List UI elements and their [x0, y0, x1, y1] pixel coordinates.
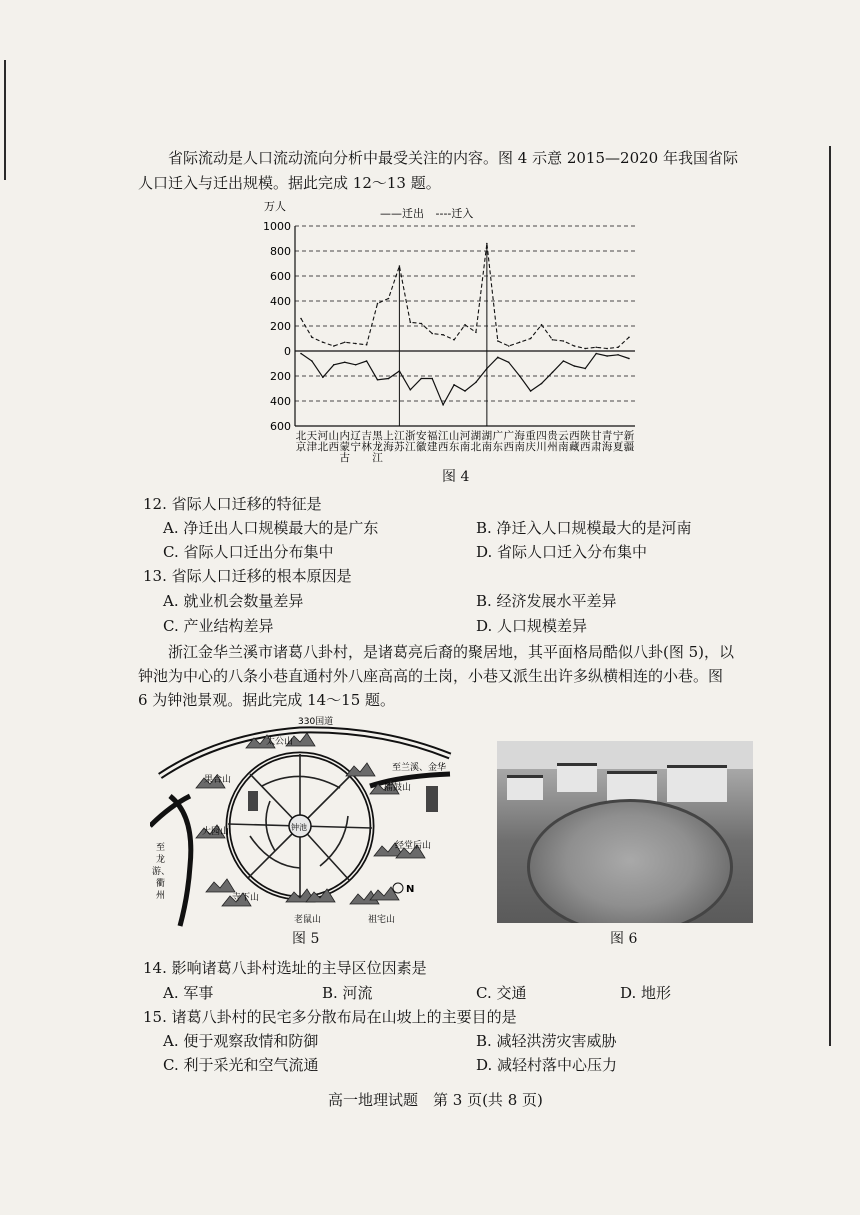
y-tick-label: 400 — [270, 395, 291, 408]
x-category-label: 南 — [558, 441, 569, 453]
x-category-label: 安 — [416, 430, 427, 442]
x-category-label: 海 — [383, 441, 394, 453]
x-category-label: 龙 — [372, 441, 383, 453]
page-footer: 高一地理试题 第 3 页(共 8 页) — [328, 1091, 543, 1109]
figure-5-caption: 图 5 — [292, 931, 320, 947]
q12-option-b[interactable]: B. 净迁入人口规模最大的是河南 — [476, 519, 692, 537]
series-in-point — [431, 333, 433, 335]
photo-pond — [527, 799, 733, 923]
x-category-label: 川 — [536, 441, 547, 453]
hill-laoshu: 老鼠山 — [294, 915, 322, 925]
q13-option-d[interactable]: D. 人口规模差异 — [476, 617, 588, 635]
series-out-point — [464, 390, 466, 392]
series-out-point — [617, 354, 619, 356]
series-in-point — [595, 346, 597, 348]
x-category-label: 贵 — [547, 430, 558, 442]
series-out-point — [497, 356, 499, 358]
q15-option-d[interactable]: D. 减轻村落中心压力 — [476, 1056, 618, 1074]
to-longyou-2: 龙 — [156, 855, 166, 865]
x-category-label: 四 — [536, 430, 547, 442]
x-category-label: 江 — [372, 452, 383, 464]
x-category-label: 古 — [339, 452, 350, 464]
x-category-label: 云 — [558, 430, 569, 442]
x-category-label: 广 — [492, 430, 504, 442]
y-tick-label: 400 — [270, 295, 291, 308]
x-category-label: 江 — [437, 430, 449, 442]
x-category-label: 藏 — [569, 441, 580, 453]
x-category-label: 新 — [623, 430, 635, 442]
x-category-label: 北 — [317, 441, 329, 453]
x-category-label: 徽 — [416, 441, 427, 453]
q14-stem: 14. 影响诸葛八卦村选址的主导区位因素是 — [143, 959, 427, 977]
series-in-line — [301, 244, 629, 349]
intro2-line-2: 钟池为中心的八条小巷直通村外八座高高的土岗，小巷又派生出许多纵横相连的小巷。图 — [138, 667, 724, 685]
x-category-label: 夏 — [612, 441, 624, 453]
q15-option-c[interactable]: C. 利于采光和空气流通 — [163, 1056, 319, 1074]
series-in-point — [552, 339, 554, 341]
to-longyou-4: 衢 — [156, 879, 166, 889]
series-in-point — [420, 323, 422, 325]
x-category-label: 建 — [426, 441, 438, 453]
series-in-point — [606, 348, 608, 350]
series-out-point — [333, 364, 335, 366]
hill-shape-sixia — [206, 879, 235, 892]
village-map — [150, 716, 460, 936]
y-tick-label: 1000 — [263, 220, 291, 233]
series-in-point — [377, 303, 379, 305]
x-category-label: 湖 — [470, 430, 482, 442]
page-fold-line — [829, 146, 831, 1046]
y-tick-label: 800 — [270, 245, 291, 258]
y-tick-label: 200 — [270, 320, 291, 333]
series-out-point — [344, 361, 346, 363]
to-longyou-5: 州 — [156, 891, 166, 901]
q13-stem: 13. 省际人口迁移的根本原因是 — [143, 567, 352, 585]
to-lanxi-label: 至兰溪、金华 — [392, 763, 447, 773]
series-out-point — [552, 371, 554, 373]
series-out-point — [442, 404, 444, 406]
hill-bagu: 擂鼓山 — [384, 783, 412, 793]
q12-option-c[interactable]: C. 省际人口迁出分布集中 — [163, 543, 334, 561]
series-in-point — [497, 340, 499, 342]
x-category-label: 京 — [295, 441, 307, 453]
series-in-point — [541, 324, 543, 326]
q14-option-c[interactable]: C. 交通 — [476, 984, 527, 1002]
x-category-label: 上 — [383, 430, 394, 442]
x-category-label: 西 — [569, 430, 580, 442]
q12-option-a[interactable]: A. 净迁出人口规模最大的是广东 — [163, 519, 379, 537]
building-block-east — [426, 786, 438, 812]
series-in-point — [300, 318, 302, 320]
north-arrow-circle — [393, 883, 403, 893]
x-category-label: 疆 — [623, 441, 635, 453]
series-in-point — [475, 331, 477, 333]
series-out-point — [508, 361, 510, 363]
x-category-label: 甘 — [590, 430, 602, 442]
q14-option-b[interactable]: B. 河流 — [322, 984, 373, 1002]
series-out-point — [606, 355, 608, 357]
series-out-point — [410, 389, 412, 391]
photo-house-1 — [557, 763, 597, 792]
series-in-point — [344, 341, 346, 343]
x-category-label: 西 — [503, 441, 514, 453]
series-in-point — [584, 348, 586, 350]
series-out-point — [519, 375, 521, 377]
series-out-point — [541, 383, 543, 385]
series-in-point — [333, 345, 335, 347]
x-category-label: 东 — [492, 441, 504, 453]
q15-option-b[interactable]: B. 减轻洪涝灾害威胁 — [476, 1032, 617, 1050]
intro2-line-3: 6 为钟池景观。据此完成 14～15 题。 — [138, 691, 396, 709]
x-category-label: 海 — [514, 430, 525, 442]
building-block-west — [248, 791, 258, 811]
legend-in: ----迁入 — [435, 207, 474, 220]
x-category-label: 林 — [361, 441, 372, 453]
page-edge-mark — [4, 60, 6, 180]
x-category-label: 陕 — [580, 430, 591, 442]
hill-shape-bagu — [346, 763, 375, 776]
hill-sixia: 寺下山 — [232, 893, 260, 903]
x-category-label: 山 — [328, 430, 340, 442]
x-category-label: 天 — [306, 430, 318, 442]
x-category-label: 西 — [580, 441, 591, 453]
x-category-label: 西 — [328, 441, 340, 453]
series-out-point — [628, 358, 630, 360]
legend-out: ——迁出 — [380, 207, 424, 220]
road-to-longyou — [170, 796, 191, 926]
x-category-label: 庆 — [525, 441, 536, 453]
series-in-point — [388, 298, 390, 300]
north-label: N — [406, 884, 415, 895]
series-out-point — [431, 378, 433, 380]
x-category-label: 海 — [601, 441, 613, 453]
series-in-point — [442, 334, 444, 336]
intro-line-1: 省际流动是人口流动流向分析中最受关注的内容。图 4 示意 2015—2020 年我国省际 — [168, 149, 738, 167]
series-in-point — [366, 344, 368, 346]
hill-zuzhai: 祖宅山 — [368, 915, 396, 925]
y-tick-label: 600 — [270, 420, 291, 433]
hill-dayuan: 大园山 — [202, 827, 230, 837]
legend-text — [380, 206, 473, 220]
photo-house-4 — [507, 775, 543, 800]
q13-option-a[interactable]: A. 就业机会数量差异 — [163, 592, 304, 610]
zhongchi-photo — [497, 741, 753, 923]
series-in-point — [628, 336, 630, 338]
x-category-label: 福 — [426, 430, 438, 442]
x-category-label: 苏 — [394, 441, 405, 453]
series-in-point — [322, 341, 324, 343]
series-in-point — [563, 340, 565, 342]
x-category-label: 肃 — [590, 441, 602, 453]
x-category-label: 内 — [339, 430, 350, 442]
to-longyou-3: 游、 — [152, 867, 171, 877]
figure-4-caption: 图 4 — [442, 469, 470, 485]
q12-stem: 12. 省际人口迁移的特征是 — [143, 495, 322, 513]
x-category-label: 辽 — [350, 430, 361, 442]
x-category-label: 青 — [601, 430, 613, 442]
q13-option-b[interactable]: B. 经济发展水平差异 — [476, 592, 617, 610]
series-out-point — [322, 376, 324, 378]
x-category-label: 吉 — [361, 430, 372, 442]
x-category-label: 湖 — [481, 430, 493, 442]
series-in-point — [399, 265, 401, 267]
hill-guohe: 果合山 — [204, 775, 232, 785]
x-category-label: 浙 — [405, 430, 416, 442]
series-out-point — [355, 364, 357, 366]
q13-option-c[interactable]: C. 产业结构差异 — [163, 617, 274, 635]
series-out-point — [486, 368, 488, 370]
x-category-label: 黑 — [372, 430, 383, 442]
hill-taigong: 太公山 — [266, 737, 294, 747]
x-category-label: 重 — [525, 430, 536, 442]
y-tick-label: 200 — [270, 370, 291, 383]
to-longyou-1: 至 — [156, 843, 166, 853]
series-in-point — [464, 324, 466, 326]
x-category-label: 北 — [295, 430, 307, 442]
series-out-point — [453, 384, 455, 386]
q12-option-d[interactable]: D. 省际人口迁入分布集中 — [476, 543, 648, 561]
series-out-point — [563, 360, 565, 362]
series-out-point — [311, 360, 313, 362]
series-out-point — [475, 381, 477, 383]
series-out-point — [584, 368, 586, 370]
x-category-label: 山 — [448, 430, 460, 442]
x-category-label: 州 — [547, 441, 558, 453]
hill-jingtanghou: 经堂后山 — [395, 841, 432, 851]
series-out-point — [574, 365, 576, 367]
x-category-label: 蒙 — [339, 441, 350, 453]
hill-shape-zuzhai — [370, 887, 399, 900]
x-category-label: 江 — [394, 430, 405, 442]
series-out-point — [420, 378, 422, 380]
series-in-point — [617, 346, 619, 348]
x-category-label: 南 — [481, 441, 493, 453]
x-category-label: 江 — [405, 441, 416, 453]
x-category-label: 西 — [437, 441, 449, 453]
series-out-point — [366, 360, 368, 362]
series-in-point — [519, 341, 521, 343]
intro2-line-1: 浙江金华兰溪市诸葛八卦村，是诸葛亮后裔的聚居地，其平面格局酷似八卦(图 5)，以 — [168, 643, 735, 661]
y-tick-label: 0 — [284, 345, 291, 358]
q14-option-d[interactable]: D. 地形 — [620, 984, 672, 1002]
road-label: 330国道 — [298, 717, 334, 727]
center-label: 钟池 — [291, 823, 307, 832]
series-out-point — [595, 353, 597, 355]
x-category-label: 河 — [317, 430, 329, 442]
series-in-point — [410, 321, 412, 323]
series-in-point — [574, 345, 576, 347]
y-axis-label: 万人 — [264, 200, 286, 213]
x-category-label: 广 — [503, 430, 514, 442]
series-in-point — [311, 336, 313, 338]
x-category-label: 东 — [448, 441, 460, 453]
series-out-point — [377, 379, 379, 381]
x-category-label: 河 — [459, 430, 471, 442]
x-category-label: 南 — [514, 441, 525, 453]
series-out-point — [388, 378, 390, 380]
migration-chart — [240, 196, 660, 486]
series-in-point — [530, 338, 532, 340]
x-category-label: 南 — [459, 441, 471, 453]
series-in-point — [453, 339, 455, 341]
figure-6-caption: 图 6 — [610, 931, 638, 947]
series-in-point — [486, 243, 488, 245]
series-out-point — [530, 390, 532, 392]
y-tick-label: 600 — [270, 270, 291, 283]
series-in-point — [355, 343, 357, 345]
x-category-label: 宁 — [350, 441, 361, 453]
series-in-point — [508, 345, 510, 347]
series-out-point — [399, 370, 401, 372]
q14-option-a[interactable]: A. 军事 — [163, 984, 214, 1002]
series-out-point — [300, 353, 302, 355]
intro-line-2: 人口迁入与迁出规模。据此完成 12～13 题。 — [138, 174, 441, 192]
q15-stem: 15. 诸葛八卦村的民宅多分散布局在山坡上的主要目的是 — [143, 1008, 517, 1026]
x-category-label: 北 — [470, 441, 482, 453]
series-out-line — [301, 354, 629, 405]
x-category-label: 津 — [306, 441, 318, 453]
x-category-label: 宁 — [612, 430, 624, 442]
photo-house-3 — [667, 765, 727, 802]
q15-option-a[interactable]: A. 便于观察敌情和防御 — [163, 1032, 319, 1050]
